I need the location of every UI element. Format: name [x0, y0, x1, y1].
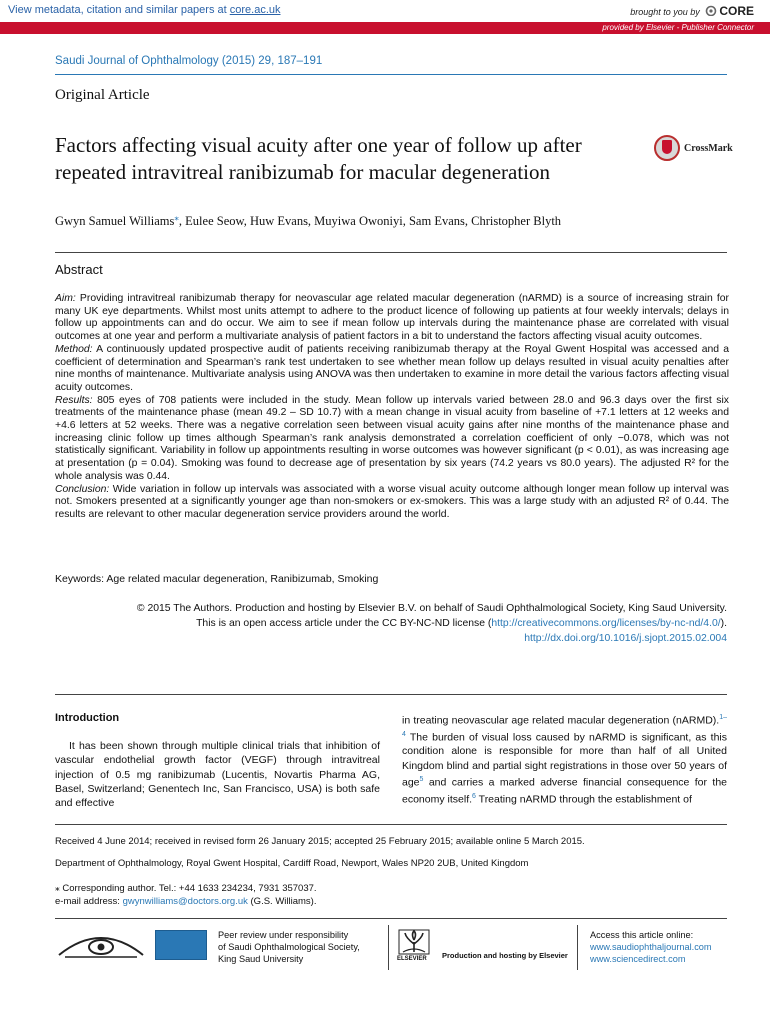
intro-text: Treating nARMD through the establishment of [475, 793, 692, 806]
email-link[interactable]: gwynwilliams@doctors.org.uk [122, 896, 248, 907]
divider [55, 918, 727, 919]
peer-review-note [218, 929, 360, 965]
abstract-results [55, 395, 729, 484]
corresponding-text: ⁎ Corresponding author. Tel.: +44 1633 234234, 7931 357037. [55, 883, 317, 894]
intro-text: in treating neovascular age related macular degeneration (nARMD). [402, 714, 720, 727]
access-online [590, 929, 712, 965]
author-list [55, 212, 561, 229]
society-logo-icon [55, 925, 147, 963]
doi-link[interactable]: http://dx.doi.org/10.1016/j.sjopt.2015.02.004 [524, 633, 727, 644]
sciencedirect-link[interactable]: www.sciencedirect.com [590, 954, 686, 964]
keywords-label: Keywords [55, 573, 102, 585]
results-text: 805 eyes of 708 patients were included in the study. Mean follow up intervals varied between 28.0 and 96.3 days over the first six treatments of the maintenance phase (mean 49.2 – SD 10.7) with a mean change in visual acuity from baseline of +7.1 letters at 12 weeks and +4.6 letters at 52 weeks. There was a negative correlation seen between visual acuity gains after nine months of the maintenance phase and increasing clinic follow up times although Spearman’s rank analysis demonstrated a correlation coefficient of only −0.078, which was not statistically significant. Variability in follow up appointments resulting in worse outcomes was however significant (p < 0.01), as was increasing age at presentation (p = 0.04). Smoking was found to decrease age of presentation by six years (74.2 years vs 80.0 years). The adjusted R² for the whole analysis was 0.44. [55, 394, 729, 482]
journal-cover-icon [155, 930, 207, 960]
core-header [0, 0, 770, 34]
core-logo-icon [705, 5, 717, 16]
received-dates: Received 4 June 2014; received in revised form 26 January 2015; accepted 25 February 2015; available online 5 March 2015. [55, 836, 585, 847]
peer-line: Peer review under responsibility [218, 930, 349, 940]
access-label: Access this article online: [590, 930, 694, 940]
method-label: Method: [55, 343, 93, 355]
peer-line: King Saud University [218, 954, 304, 964]
intro-text: The burden of visual loss caused by nARMD is significant, as this condition alone is responsible for more than half of all United Kingdom blind and partial sight registrations in those over 50 years of age [402, 731, 727, 789]
reference-link[interactable]: 1–4 [402, 714, 727, 738]
conclusion-text: Wide variation in follow up intervals was associated with a worse visual acuity outcome although longer mean follow up interval was not. Smokers presented at a significantly younger age than non-smokers or ex-smokers. This was a large study with an adjusted R² of 0.44. The results are relevant to other macular degeneration service providers around the world. [55, 483, 729, 520]
aim-text: Providing intravitreal ranibizumab therapy for neovascular age related macular degeneration (nARMD) is a source of increasing strain for many UK eye departments. Whilst most units attempt to adhere to the product licence of following up patients at four weekly intervals; delays in follow up appointments can and do occur. We aim to see if mean follow up intervals during the maintenance phase are correlated with visual outcomes at one year and perform a multivariate analysis of patient factors in a bit to understand the factors affecting visual acuity outcomes. [55, 293, 729, 343]
copyright-line: © 2015 The Authors. Production and hosting by Elsevier B.V. on behalf of Saudi Ophthalmological Society, King Saud University. [136, 603, 727, 614]
core-meta-label: View metadata, citation and similar papers at [8, 4, 230, 16]
core-label: CORE [719, 4, 754, 18]
core-link[interactable]: core.ac.uk [229, 4, 281, 16]
reference-link[interactable]: 5 [419, 775, 424, 783]
license-link[interactable]: http://creativecommons.org/licenses/by-nc-nd/4.0/ [491, 618, 721, 629]
results-label: Results: [55, 394, 93, 406]
corresponding-marker[interactable]: ⁎ [174, 212, 179, 222]
divider [388, 925, 389, 970]
abstract-method [55, 344, 729, 395]
author-first: Gwyn Samuel Williams [55, 214, 175, 229]
intro-text: and carries a marked adverse financial consequence for the economy itself. [402, 776, 727, 806]
divider [55, 694, 727, 695]
journal-citation[interactable]: Saudi Journal of Ophthalmology (2015) 29, 187–191 [55, 55, 323, 67]
provided-by: provided by Elsevier - Publisher Connector [602, 23, 754, 32]
peer-line: of Saudi Ophthalmological Society, [218, 942, 360, 952]
keywords [55, 573, 378, 585]
method-text: A continuously updated prospective audit of patients receiving ranibizumab therapy at the Royal Gwent Hospital was accessed and a coefficient of determination and Spearman’s rank test undertaken to see whether mean follow up delays resulted in visual acuity penalties after nine months of maintenance. Multivariate analysis using ANOVA was then undertaken to examine in more detail the various factors affecting visual acuity outcomes. [55, 343, 729, 393]
divider [55, 74, 727, 75]
elsevier-label: ELSEVIER [397, 956, 427, 962]
email-suffix: (G.S. Williams). [247, 896, 317, 907]
intro-paragraph: It has been shown through multiple clinical trials that inhibition of vascular endothelial growth factor (VEGF) through intravitreal injection of 0.5 mg ranibizumab (Lucentis, Novartis Pharma AG, Basel, Switzerland; Genentech Inc, San Francisco, USA) is both safe and effective [55, 740, 380, 810]
abstract-aim [55, 293, 729, 344]
divider [55, 824, 727, 825]
hosting-note: Production and hosting by Elsevier [442, 951, 568, 960]
email-line [55, 895, 317, 908]
abstract-conclusion [55, 484, 729, 522]
core-meta-text [8, 4, 281, 16]
reference-link[interactable]: 6 [472, 792, 476, 800]
abstract-heading: Abstract [55, 262, 103, 277]
divider [577, 925, 578, 970]
author-rest: , Eulee Seow, Huw Evans, Muyiwa Owoniyi, Sam Evans, Christopher Blyth [178, 214, 562, 229]
intro-right-column [402, 711, 727, 806]
crossmark-label: CrossMark [684, 143, 733, 154]
email-label: e-mail address: [55, 896, 123, 907]
brought-to-you[interactable] [630, 4, 754, 18]
license-pre: This is an open access article under the CC BY-NC-ND license ( [196, 618, 492, 629]
copyright-block [55, 601, 727, 646]
license-line [55, 616, 727, 631]
intro-left-column [55, 711, 380, 810]
corresponding-author [55, 882, 317, 908]
affiliation: Department of Ophthalmology, Royal Gwent Hospital, Cardiff Road, Newport, Wales NP20 2UB, United Kingdom [55, 858, 529, 869]
conclusion-label: Conclusion: [55, 483, 110, 495]
article-type: Original Article [55, 87, 150, 103]
intro-heading: Introduction [55, 712, 120, 724]
crossmark-icon [654, 135, 680, 161]
keywords-text: : Age related macular degeneration, Ranibizumab, Smoking [101, 573, 379, 585]
license-post: ). [720, 618, 727, 629]
brought-label: brought to you by [630, 7, 700, 17]
article-title: Factors affecting visual acuity after one year of follow up after repeated intravitreal ranibizumab for macular degeneration [55, 133, 582, 184]
divider [55, 252, 727, 253]
aim-label: Aim: [55, 293, 76, 304]
crossmark-button[interactable] [654, 135, 744, 165]
society-logo-text [55, 959, 147, 965]
abstract-body [55, 293, 729, 522]
journal-site-link[interactable]: www.saudiophthaljournal.com [590, 942, 712, 952]
